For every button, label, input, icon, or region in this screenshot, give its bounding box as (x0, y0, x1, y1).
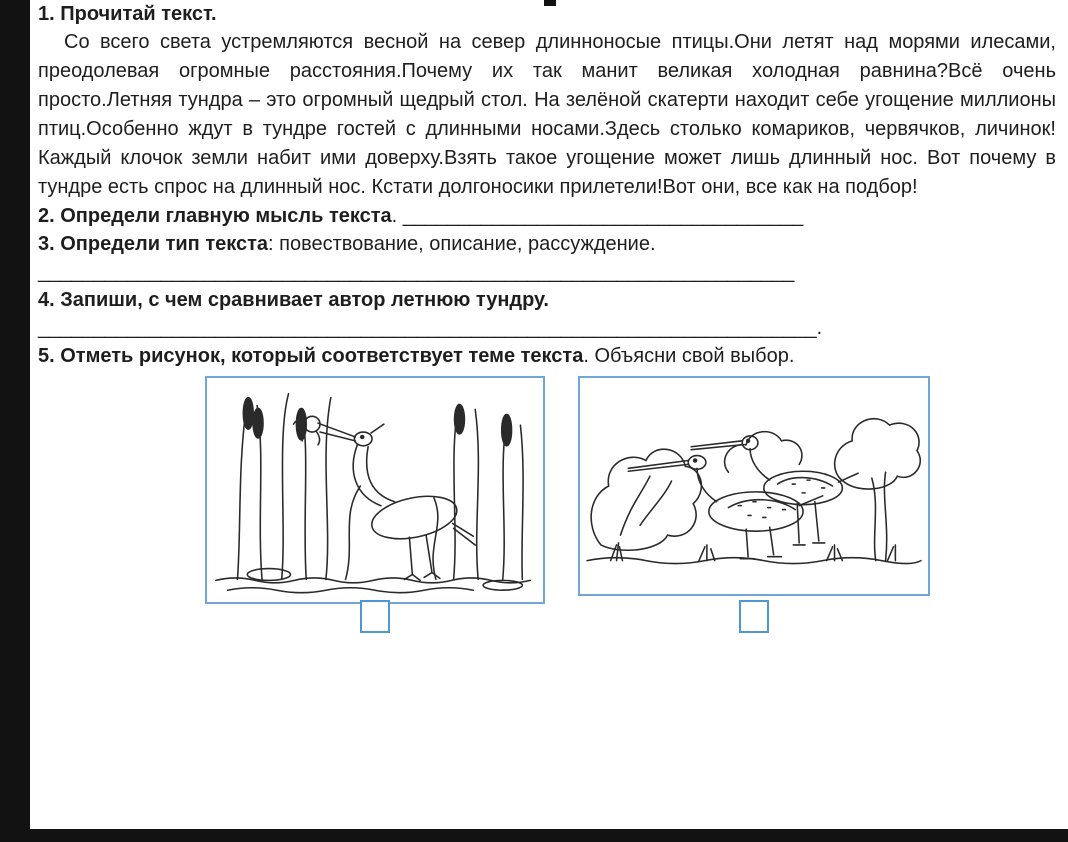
task1-title: 1. Прочитай текст. (38, 3, 217, 25)
task5-picture-options (205, 376, 1056, 633)
task2-line (38, 202, 1056, 230)
heron-frog-illustration (207, 378, 543, 602)
task2-label: 2. Определи главную мысль текста (38, 205, 392, 227)
picture-option-2 (578, 376, 930, 633)
picture-option-1 (205, 376, 545, 633)
picture-1-checkbox[interactable] (360, 600, 390, 633)
task5-line (38, 342, 1056, 370)
task2-answer-blank[interactable]: ____________________________________ (402, 205, 804, 227)
task3-answer-blank[interactable]: ____________________________________________________________________ (38, 261, 795, 283)
sandpipers-illustration (580, 378, 928, 594)
task2-punct: . (391, 205, 403, 227)
picture-2-checkbox[interactable] (739, 600, 769, 633)
reading-passage: Со всего света устремляются весной на север длинноносые птицы.Они летят над морями илесами, преодолевая огромные расстояния.Почему их так манит великая холодная равнина?Всё очень просто.Летняя тундра – это огромный щедрый стол. На зелёной скатерти находит себе угощение миллионы птиц.Особенно ждут в тундре гостей с длинными носами.Здесь столько комариков, червячков, личинок! Каждый клочок земли набит ими доверху.Взять такое угощение может лишь длинный нос. Вот почему в тундре есть спрос на длинный нос. Кстати долгоносики прилетели!Вот они, все как на подбор! (38, 31, 1056, 198)
task5-label: 5. Отметь рисунок, который соответствует теме текста (38, 345, 584, 367)
heron-frog-picture (205, 376, 545, 604)
task4-line (38, 286, 1056, 314)
task4-answer-blank[interactable]: ______________________________________________________________________. (38, 317, 823, 339)
worksheet-content (38, 0, 1056, 633)
sandpipers-picture (578, 376, 930, 596)
task5-suffix: . Объясни свой выбор. (583, 345, 795, 367)
task4-label: 4. Запиши, с чем сравнивает автор летнюю тундру. (38, 289, 549, 311)
scan-bottom-black-bar (0, 829, 1068, 842)
task3-label: 3. Определи тип текста (38, 233, 269, 255)
scan-left-black-bar (0, 0, 30, 842)
task3-line (38, 230, 1056, 258)
task3-options: : повествование, описание, рассуждение. (268, 233, 656, 255)
